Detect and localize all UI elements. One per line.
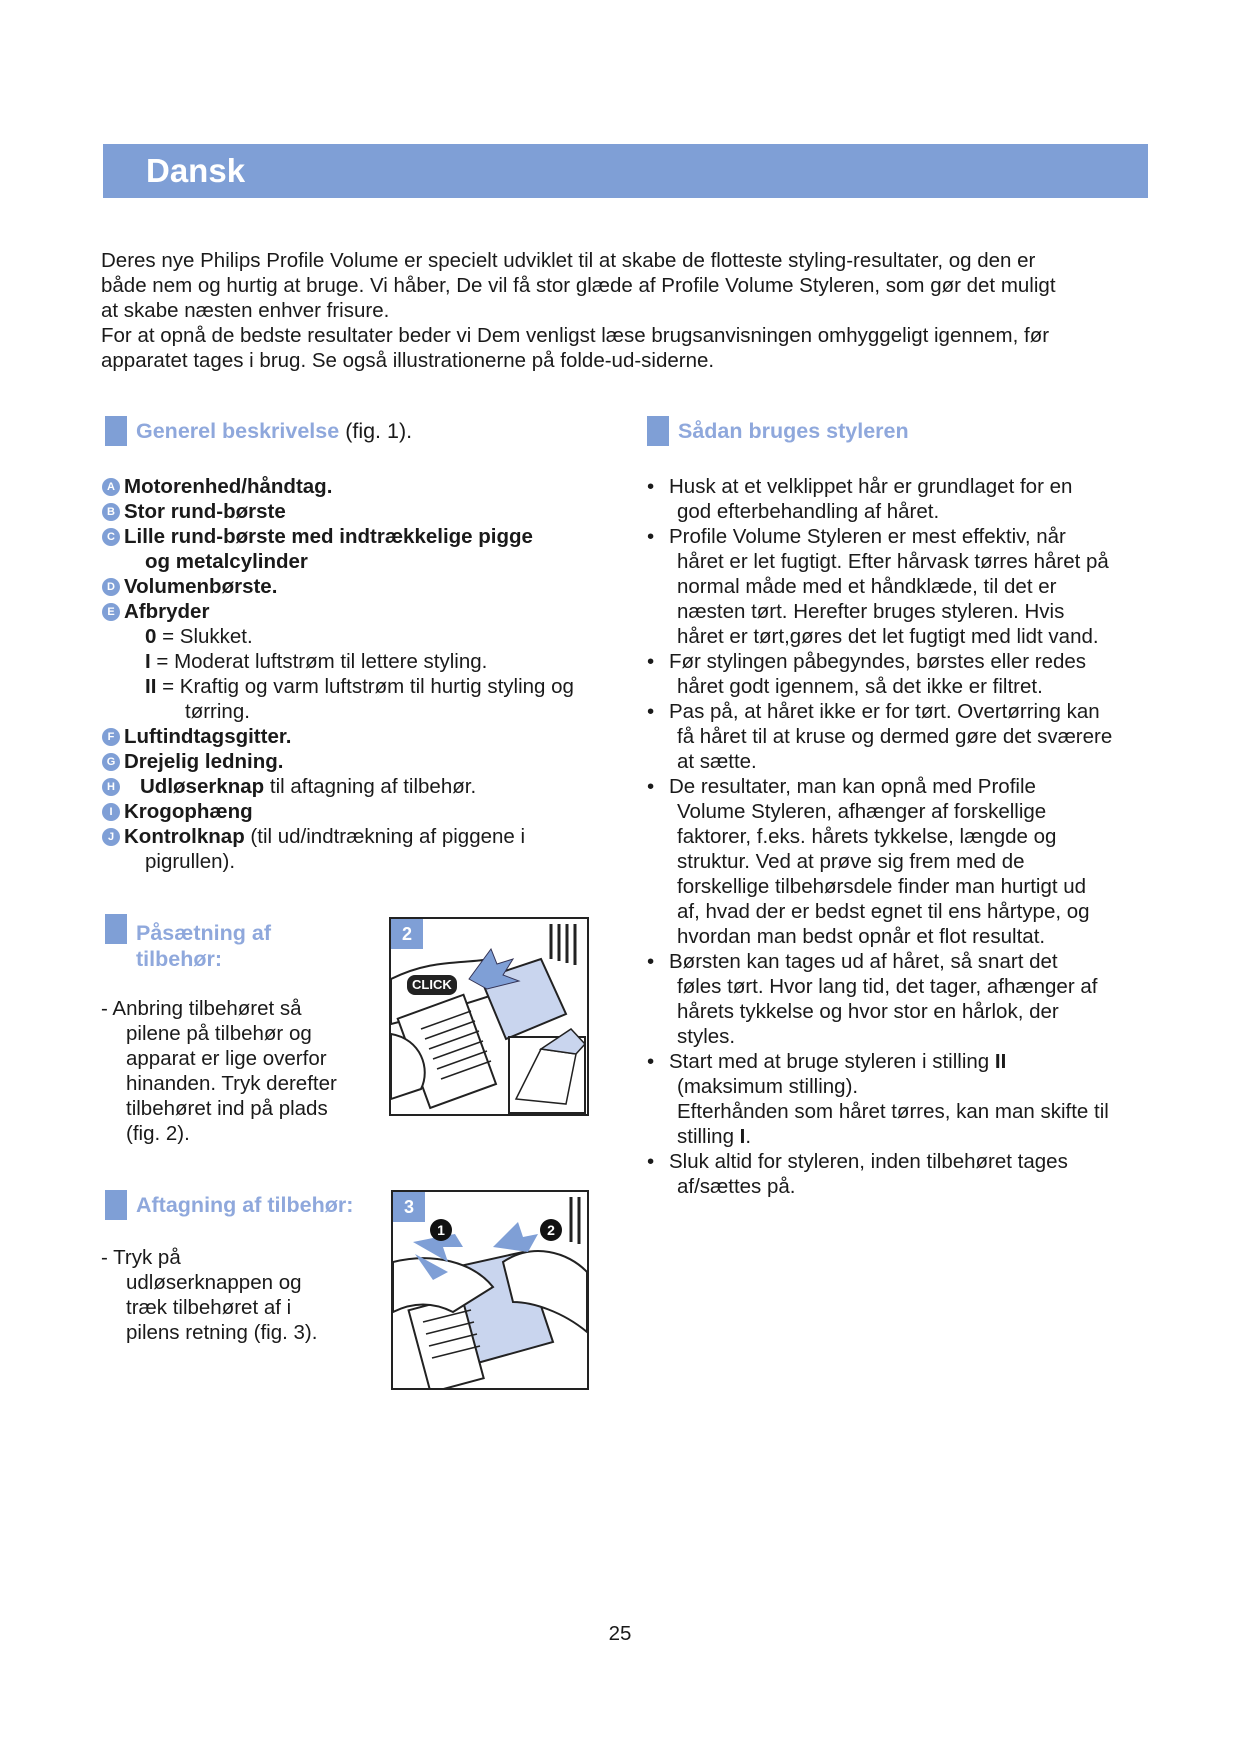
switch-setting: I = Moderat luftstrøm til lettere styling. [145,650,488,673]
bullet-icon: • [647,525,655,548]
language-banner [103,144,1148,198]
figure-2 [389,917,589,1116]
bullet-icon: • [647,475,655,498]
section-marker-icon [105,1190,127,1220]
usage-bullet: • Sluk altid for styleren, inden tilbehøret tages af/sættes på. [647,1150,1068,1198]
badge-j-icon: J [102,828,120,846]
page-number: 25 [608,1622,632,1645]
part-item: G Drejelig ledning. [101,749,641,774]
badge-b-icon: B [102,503,120,521]
part-item: H Udløserknap til aftagning af tilbehør. [101,774,641,799]
part-item: A Motorenhed/håndtag. [101,474,641,499]
section-marker-icon [105,914,127,944]
intro-line: For at opnå de bedste resultater beder vi Dem venligst læse brugsanvisningen omhyggeligt igennem, før [101,324,1050,347]
usage-bullet: • Start med at bruge styleren i stilling II (maksimum stilling). Efterhånden som håret tørres, kan man skifte til stilling I. [647,1050,1109,1148]
bullet-icon: • [647,950,655,973]
badge-g-icon: G [102,753,120,771]
section-marker-icon [105,416,127,446]
figure-number: 3 [393,1192,425,1222]
figure-number: 2 [391,919,423,949]
intro-paragraph [101,248,1151,373]
badge-e-icon: E [102,603,120,621]
usage-bullet: • Profile Volume Styleren er mest effektiv, når håret er let fugtigt. Efter hårvask tørres håret på normal måde med et håndklæde, til det er næsten tørt. Herefter bruges styleren. Hvis håret er tørt,gøres det let fugtigt med lidt vand. [647,525,1109,648]
usage-bullet: • Pas på, at håret ikke er for tørt. Overtørring kan få håret til at kruse og dermed gøre det sværere at sætte. [647,700,1113,773]
intro-line: både nem og hurtig at bruge. Vi håber, De vil få stor glæde af Profile Volume Styleren, som gør det muligt [101,274,1056,297]
switch-setting: II = Kraftig og varm luftstrøm til hurtig styling og [145,675,574,698]
intro-line: at skabe næsten enhver frisure. [101,299,390,322]
usage-bullet: • Børsten kan tages ud af håret, så snart det føles tørt. Hvor lang tid, det tager, afhænger af hårets tykkelse og hvor stor en hårlok, der styles. [647,950,1098,1048]
part-item-continuation: og metalcylinder [145,550,308,573]
bullet-icon: • [647,775,655,798]
parts-list [101,474,641,874]
intro-line: Deres nye Philips Profile Volume er specielt udviklet til at skabe de flotteste styling-resultater, og den er [101,249,1036,272]
section-marker-icon [647,416,669,446]
part-item: B Stor rund-børste [101,499,641,524]
language-title: Dansk [146,152,246,189]
intro-line: apparatet tages i brug. Se også illustrationerne på folde-ud-siderne. [101,349,715,372]
badge-h-icon: H [102,778,120,796]
click-label: CLICK [407,975,457,995]
bullet-icon: • [647,650,655,673]
badge-i-icon: I [102,803,120,821]
badge-c-icon: C [102,528,120,546]
figure-3 [391,1190,589,1390]
step-1-label: 1 [437,1222,445,1238]
switch-setting-continuation: tørring. [185,700,250,723]
usage-bullet: • Før stylingen påbegyndes, børstes eller redes håret godt igennem, så det ikke er filtret. [647,650,1087,698]
part-item: F Luftindtagsgitter. [101,724,641,749]
attach-instructions: - Anbring tilbehøret så pilene på tilbehør og apparat er lige overfor hinanden. Tryk derefter tilbehøret ind på plads (fig. 2). [101,997,337,1145]
bullet-icon: • [647,1150,655,1173]
bullet-icon: • [647,1050,655,1073]
remove-instructions: - Tryk på udløserknappen og træk tilbehøret af i pilens retning (fig. 3). [101,1246,318,1344]
part-item: J Kontrolknap (til ud/indtrækning af piggene i [101,824,641,849]
step-2-label: 2 [547,1222,555,1238]
badge-f-icon: F [102,728,120,746]
usage-bullet: • Husk at et velklippet hår er grundlaget for en god efterbehandling af håret. [647,475,1073,523]
switch-setting: 0 = Slukket. [145,625,253,648]
usage-bullet: • De resultater, man kan opnå med Profile Volume Styleren, afhænger af forskellige faktorer, f.eks. hårets tykkelse, længde og struktur. Ved at prøve sig frem med de forskellige tilbehørsdele finder man hurtigt ud af, hvad der er bedst egnet til ens hårtype, og hvordan man bedst opnår et flot resultat. [647,775,1090,948]
part-item: D Volumenbørste. [101,574,641,599]
part-item: C Lille rund-børste med indtrækkelige pigge [101,524,641,549]
part-item: I Krogophæng [101,799,641,824]
part-item-continuation: pigrullen). [145,850,236,873]
bullet-icon: • [647,700,655,723]
part-item: E Afbryder [101,599,641,624]
badge-a-icon: A [102,478,120,496]
badge-d-icon: D [102,578,120,596]
usage-list [647,474,1147,1199]
